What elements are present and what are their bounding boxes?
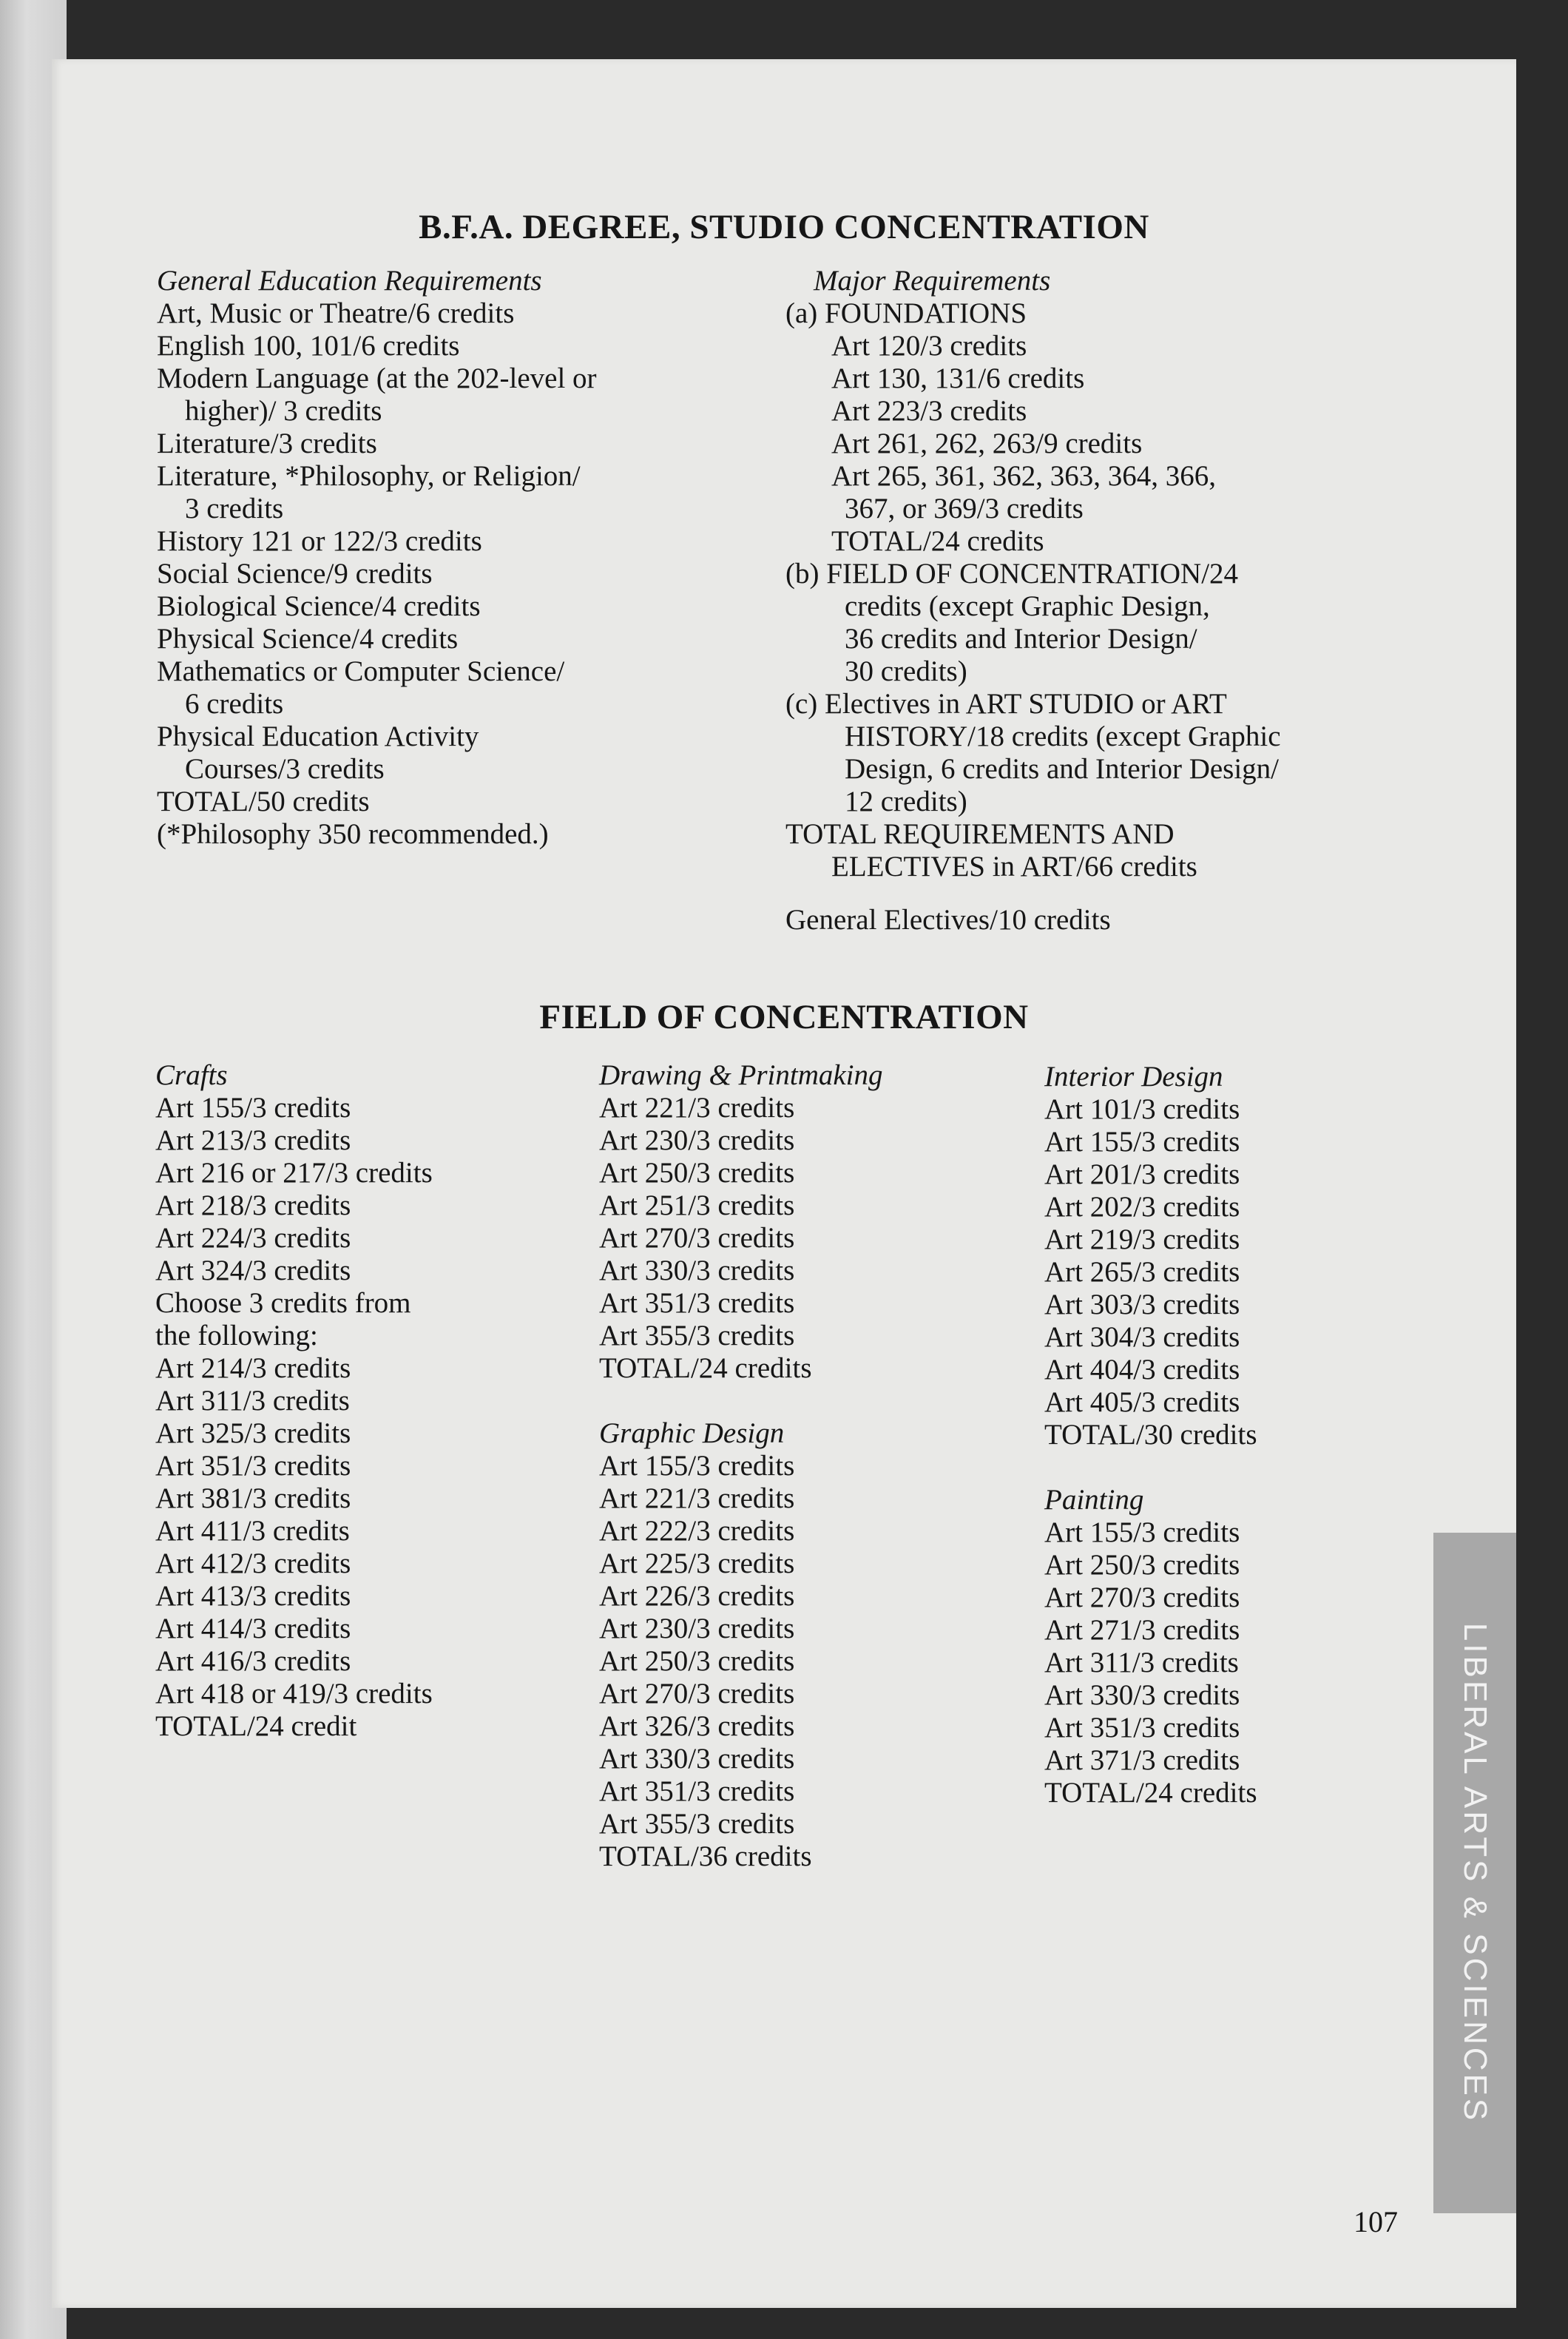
list-item: Art 351/3 credits — [155, 1450, 351, 1482]
list-item: Art 405/3 credits — [1044, 1386, 1240, 1418]
list-item: Modern Language (at the 202-level or — [157, 362, 597, 394]
list-item: Art 120/3 credits — [831, 330, 1027, 362]
major-requirements-heading: Major Requirements — [814, 265, 1051, 297]
list-item: Art 230/3 credits — [599, 1124, 795, 1156]
list-item: Art 250/3 credits — [1044, 1549, 1240, 1581]
list-item: Art 311/3 credits — [1044, 1647, 1239, 1678]
list-item: Art 404/3 credits — [1044, 1354, 1240, 1385]
interior-design-heading: Interior Design — [1044, 1061, 1223, 1093]
list-item: 367, or 369/3 credits — [845, 493, 1084, 524]
list-item: Choose 3 credits from — [155, 1287, 411, 1319]
list-item: Art 330/3 credits — [599, 1743, 795, 1775]
list-item: (c) Electives in ART STUDIO or ART — [785, 688, 1227, 720]
drawing-printmaking-heading: Drawing & Printmaking — [599, 1059, 883, 1091]
crafts-heading: Crafts — [155, 1059, 228, 1091]
section-side-tab — [1433, 1533, 1516, 2213]
list-item: Art 330/3 credits — [1044, 1679, 1240, 1711]
list-item: Art 201/3 credits — [1044, 1158, 1240, 1190]
list-item: Art 303/3 credits — [1044, 1289, 1240, 1320]
list-item: Art 225/3 credits — [599, 1547, 795, 1579]
list-item: Art 271/3 credits — [1044, 1614, 1240, 1646]
list-item: Art 250/3 credits — [599, 1645, 795, 1677]
list-item: TOTAL/24 credits — [599, 1352, 812, 1384]
list-item: Art 221/3 credits — [599, 1092, 795, 1124]
list-item: credits (except Graphic Design, — [845, 590, 1210, 622]
list-item: 36 credits and Interior Design/ — [845, 623, 1197, 655]
list-item: Art 330/3 credits — [599, 1255, 795, 1286]
crafts-column — [155, 1059, 433, 1743]
painting-heading: Painting — [1044, 1484, 1144, 1516]
list-item: Art, Music or Theatre/6 credits — [157, 297, 515, 329]
list-item: Art 411/3 credits — [155, 1515, 350, 1547]
list-item: Art 224/3 credits — [155, 1222, 351, 1254]
list-item: Design, 6 credits and Interior Design/ — [845, 753, 1280, 785]
list-item: (b) FIELD OF CONCENTRATION/24 — [785, 558, 1239, 590]
list-item: Art 381/3 credits — [155, 1482, 351, 1514]
list-item: Art 416/3 credits — [155, 1645, 351, 1677]
list-item: Art 412/3 credits — [155, 1547, 351, 1579]
side-tab-label: LIBERAL ARTS & SCIENCES — [1457, 1622, 1493, 2124]
major-requirements-column — [785, 265, 1281, 936]
document-page — [52, 59, 1516, 2308]
list-item: Art 101/3 credits — [1044, 1093, 1240, 1125]
list-item: the following: — [155, 1320, 318, 1351]
list-item: Art 355/3 credits — [599, 1320, 795, 1351]
list-item: Art 130, 131/6 credits — [831, 362, 1085, 394]
list-item: Art 270/3 credits — [599, 1678, 795, 1709]
list-item: Biological Science/4 credits — [157, 590, 481, 622]
list-item: Art 155/3 credits — [1044, 1516, 1240, 1548]
list-item: TOTAL/30 credits — [1044, 1419, 1257, 1451]
list-item: Physical Science/4 credits — [157, 623, 459, 655]
list-item: TOTAL/24 credits — [831, 525, 1044, 557]
list-item: Art 250/3 credits — [599, 1157, 795, 1189]
list-item: higher)/ 3 credits — [185, 395, 382, 427]
list-item: Social Science/9 credits — [157, 558, 433, 590]
list-item: TOTAL/36 credits — [599, 1840, 812, 1872]
list-item: TOTAL/50 credits — [157, 786, 370, 817]
list-item: (*Philosophy 350 recommended.) — [157, 818, 549, 850]
list-item: Physical Education Activity — [157, 720, 479, 752]
list-item: Art 223/3 credits — [831, 395, 1027, 427]
list-item: Art 214/3 credits — [155, 1352, 351, 1384]
interior-painting-column — [1044, 1061, 1257, 1809]
list-item: Art 265, 361, 362, 363, 364, 366, — [831, 460, 1216, 492]
list-item: Art 324/3 credits — [155, 1255, 351, 1286]
list-item: TOTAL REQUIREMENTS AND — [785, 818, 1175, 850]
list-item: 30 credits) — [845, 655, 967, 687]
list-item: Art 414/3 credits — [155, 1613, 351, 1644]
list-item: Art 270/3 credits — [599, 1222, 795, 1254]
list-item: Art 226/3 credits — [599, 1580, 795, 1612]
list-item: TOTAL/24 credit — [155, 1710, 357, 1742]
bfa-section-title: B.F.A. DEGREE, STUDIO CONCENTRATION — [419, 208, 1149, 246]
list-item: Art 216 or 217/3 credits — [155, 1157, 433, 1189]
list-item: 6 credits — [185, 688, 284, 720]
list-item: Art 418 or 419/3 credits — [155, 1678, 433, 1709]
list-item: TOTAL/24 credits — [1044, 1777, 1257, 1809]
list-item: General Electives/10 credits — [785, 904, 1111, 936]
list-item: Art 155/3 credits — [599, 1450, 795, 1482]
list-item: Art 351/3 credits — [1044, 1712, 1240, 1744]
list-item: ELECTIVES in ART/66 credits — [831, 851, 1197, 882]
list-item: Art 155/3 credits — [155, 1092, 351, 1124]
list-item: Art 155/3 credits — [1044, 1126, 1240, 1158]
list-item: Art 221/3 credits — [599, 1482, 795, 1514]
list-item: Art 270/3 credits — [1044, 1582, 1240, 1613]
list-item: Art 230/3 credits — [599, 1613, 795, 1644]
list-item: Art 311/3 credits — [155, 1385, 350, 1417]
list-item: English 100, 101/6 credits — [157, 330, 460, 362]
list-item: Art 351/3 credits — [599, 1775, 795, 1807]
list-item: Art 325/3 credits — [155, 1417, 351, 1449]
list-item: Art 413/3 credits — [155, 1580, 351, 1612]
drawing-graphic-column — [599, 1059, 883, 1873]
graphic-design-heading: Graphic Design — [599, 1417, 785, 1449]
list-item: Art 304/3 credits — [1044, 1321, 1240, 1353]
list-item: Literature/3 credits — [157, 428, 377, 459]
list-item: 12 credits) — [845, 786, 967, 817]
list-item: Courses/3 credits — [185, 753, 385, 785]
list-item: 3 credits — [185, 493, 284, 524]
list-item: Art 213/3 credits — [155, 1124, 351, 1156]
list-item: Art 371/3 credits — [1044, 1744, 1240, 1776]
list-item: (a) FOUNDATIONS — [785, 297, 1027, 329]
list-item: HISTORY/18 credits (except Graphic — [845, 720, 1281, 752]
general-education-column — [157, 265, 597, 851]
list-item: Art 222/3 credits — [599, 1515, 795, 1547]
list-item: Mathematics or Computer Science/ — [157, 655, 565, 687]
field-section-title: FIELD OF CONCENTRATION — [539, 998, 1029, 1036]
list-item: Art 219/3 credits — [1044, 1223, 1240, 1255]
list-item: Literature, *Philosophy, or Religion/ — [157, 460, 581, 492]
list-item: Art 251/3 credits — [599, 1189, 795, 1221]
list-item: Art 261, 262, 263/9 credits — [831, 428, 1143, 459]
list-item: Art 355/3 credits — [599, 1808, 795, 1840]
general-education-heading: General Education Requirements — [157, 265, 542, 297]
list-item: Art 351/3 credits — [599, 1287, 795, 1319]
list-item: Art 202/3 credits — [1044, 1191, 1240, 1223]
list-item: Art 326/3 credits — [599, 1710, 795, 1742]
list-item: History 121 or 122/3 credits — [157, 525, 482, 557]
list-item: Art 265/3 credits — [1044, 1256, 1240, 1288]
list-item: Art 218/3 credits — [155, 1189, 351, 1221]
page-number: 107 — [1354, 2205, 1398, 2238]
